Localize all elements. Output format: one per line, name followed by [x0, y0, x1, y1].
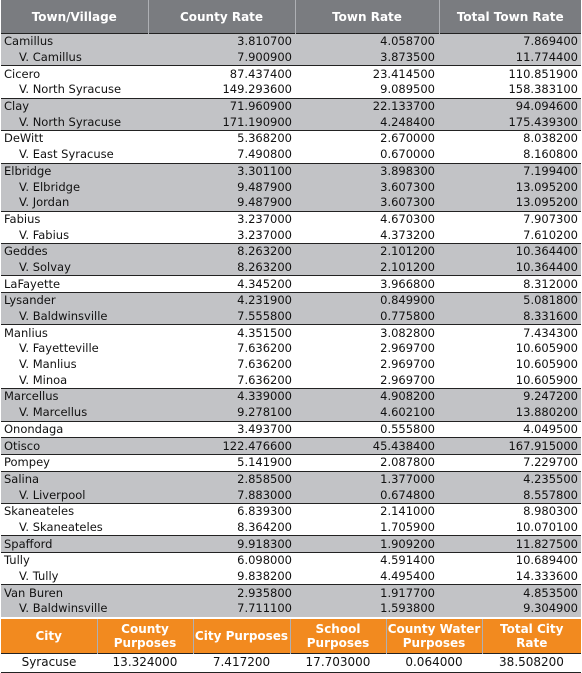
row-county-rate: 5.368200 — [148, 131, 295, 147]
town-row — [1, 34, 581, 50]
row-county-rate: 3.810700 — [148, 34, 295, 50]
row-town-rate: 4.058700 — [295, 34, 439, 50]
row-county-rate: 7.883000 — [148, 487, 295, 503]
row-total-town-rate: 10.070100 — [439, 520, 581, 536]
row-town-rate: 4.908200 — [295, 389, 439, 405]
row-county-rate: 7.490800 — [148, 147, 295, 163]
header-school-purposes: School Purposes — [290, 618, 386, 654]
row-county-rate: 9.487900 — [148, 195, 295, 211]
header-town-village: Town/Village — [1, 0, 148, 34]
row-county-rate: 7.636200 — [148, 357, 295, 373]
row-total-town-rate: 175.439300 — [439, 114, 581, 130]
village-row — [1, 114, 581, 130]
town-rate-table — [1, 0, 581, 617]
row-total-town-rate: 13.880200 — [439, 405, 581, 421]
row-total-town-rate: 7.229700 — [439, 454, 581, 471]
row-name: Pompey — [1, 454, 148, 471]
village-row — [1, 227, 581, 243]
village-row — [1, 50, 581, 66]
village-row — [1, 405, 581, 421]
town-table-header — [1, 0, 581, 34]
row-county-rate: 9.278100 — [148, 405, 295, 421]
row-total-town-rate: 94.094600 — [439, 98, 581, 114]
row-total-town-rate: 10.605900 — [439, 341, 581, 357]
city-rate-table — [1, 617, 581, 673]
row-name: V. North Syracuse — [1, 82, 148, 98]
header-county-rate: County Rate — [148, 0, 295, 34]
row-name: V. Marcellus — [1, 405, 148, 421]
row-town-rate: 4.373200 — [295, 227, 439, 243]
row-town-rate: 3.898300 — [295, 163, 439, 179]
row-name: V. Elbridge — [1, 179, 148, 195]
row-name: V. Fayetteville — [1, 341, 148, 357]
town-row — [1, 389, 581, 405]
city-water-purposes: 0.064000 — [386, 653, 482, 672]
row-county-rate: 149.293600 — [148, 82, 295, 98]
row-name: Van Buren — [1, 585, 148, 601]
row-town-rate: 45.438400 — [295, 438, 439, 455]
village-row — [1, 601, 581, 617]
village-row — [1, 179, 581, 195]
row-county-rate: 9.838200 — [148, 569, 295, 585]
row-county-rate: 2.858500 — [148, 471, 295, 487]
header-town-rate: Town Rate — [295, 0, 439, 34]
row-total-town-rate: 10.364400 — [439, 260, 581, 276]
row-name: Onondaga — [1, 421, 148, 438]
village-row — [1, 372, 581, 388]
row-total-town-rate: 7.869400 — [439, 34, 581, 50]
row-total-town-rate: 158.383100 — [439, 82, 581, 98]
town-row — [1, 471, 581, 487]
town-row — [1, 536, 581, 553]
row-total-town-rate: 167.915000 — [439, 438, 581, 455]
town-row — [1, 163, 581, 179]
row-town-rate: 0.555800 — [295, 421, 439, 438]
city-city-purposes: 7.417200 — [193, 653, 290, 672]
row-county-rate: 87.437400 — [148, 66, 295, 82]
village-row — [1, 309, 581, 325]
town-row — [1, 98, 581, 114]
row-county-rate: 6.098000 — [148, 553, 295, 569]
row-name: Skaneateles — [1, 503, 148, 519]
row-town-rate: 3.873500 — [295, 50, 439, 66]
row-name: V. Camillus — [1, 50, 148, 66]
row-total-town-rate: 8.160800 — [439, 147, 581, 163]
row-county-rate: 3.237000 — [148, 211, 295, 227]
row-county-rate: 4.345200 — [148, 276, 295, 293]
village-row — [1, 195, 581, 211]
row-total-town-rate: 11.827500 — [439, 536, 581, 553]
row-county-rate: 7.555800 — [148, 309, 295, 325]
row-county-rate: 9.918300 — [148, 536, 295, 553]
row-name: Lysander — [1, 293, 148, 309]
row-name: Manlius — [1, 325, 148, 341]
row-town-rate: 2.969700 — [295, 372, 439, 388]
row-total-town-rate: 110.851900 — [439, 66, 581, 82]
row-county-rate: 7.711100 — [148, 601, 295, 617]
row-county-rate: 7.636200 — [148, 341, 295, 357]
row-town-rate: 4.670300 — [295, 211, 439, 227]
city-county-purposes: 13.324000 — [97, 653, 193, 672]
row-town-rate: 23.414500 — [295, 66, 439, 82]
row-name: V. North Syracuse — [1, 114, 148, 130]
row-name: V. Tully — [1, 569, 148, 585]
row-name: V. Manlius — [1, 357, 148, 373]
row-name: Cicero — [1, 66, 148, 82]
row-county-rate: 7.636200 — [148, 372, 295, 388]
row-total-town-rate: 11.774400 — [439, 50, 581, 66]
row-name: V. Fabius — [1, 227, 148, 243]
row-total-town-rate: 10.364400 — [439, 243, 581, 259]
row-county-rate: 8.263200 — [148, 243, 295, 259]
village-row — [1, 260, 581, 276]
row-county-rate: 4.231900 — [148, 293, 295, 309]
row-county-rate: 8.263200 — [148, 260, 295, 276]
header-city: City — [1, 618, 97, 654]
row-town-rate: 2.969700 — [295, 341, 439, 357]
row-town-rate: 1.593800 — [295, 601, 439, 617]
row-total-town-rate: 4.235500 — [439, 471, 581, 487]
row-total-town-rate: 7.610200 — [439, 227, 581, 243]
row-town-rate: 3.082800 — [295, 325, 439, 341]
row-total-town-rate: 14.333600 — [439, 569, 581, 585]
row-total-town-rate: 8.331600 — [439, 309, 581, 325]
row-total-town-rate: 13.095200 — [439, 195, 581, 211]
row-county-rate: 5.141900 — [148, 454, 295, 471]
row-name: Geddes — [1, 243, 148, 259]
row-town-rate: 0.674800 — [295, 487, 439, 503]
village-row — [1, 569, 581, 585]
row-total-town-rate: 8.980300 — [439, 503, 581, 519]
row-town-rate: 2.969700 — [295, 357, 439, 373]
village-row — [1, 82, 581, 98]
row-name: Clay — [1, 98, 148, 114]
header-city-purposes: City Purposes — [193, 618, 290, 654]
row-town-rate: 2.141000 — [295, 503, 439, 519]
row-name: Elbridge — [1, 163, 148, 179]
village-row — [1, 147, 581, 163]
row-total-town-rate: 9.304900 — [439, 601, 581, 617]
town-row — [1, 454, 581, 471]
town-row — [1, 438, 581, 455]
row-town-rate: 3.607300 — [295, 179, 439, 195]
town-row — [1, 243, 581, 259]
row-total-town-rate: 5.081800 — [439, 293, 581, 309]
row-town-rate: 4.495400 — [295, 569, 439, 585]
row-county-rate: 6.839300 — [148, 503, 295, 519]
village-row — [1, 520, 581, 536]
row-town-rate: 1.917700 — [295, 585, 439, 601]
row-county-rate: 4.339000 — [148, 389, 295, 405]
row-total-town-rate: 10.605900 — [439, 357, 581, 373]
town-row — [1, 276, 581, 293]
row-county-rate: 3.301100 — [148, 163, 295, 179]
row-name: V. Solvay — [1, 260, 148, 276]
row-total-town-rate: 7.434300 — [439, 325, 581, 341]
header-total-city-rate: Total City Rate — [482, 618, 581, 654]
row-town-rate: 0.849900 — [295, 293, 439, 309]
row-town-rate: 2.670000 — [295, 131, 439, 147]
row-total-town-rate: 10.605900 — [439, 372, 581, 388]
town-row — [1, 325, 581, 341]
row-name: V. Liverpool — [1, 487, 148, 503]
row-name: Marcellus — [1, 389, 148, 405]
town-row — [1, 421, 581, 438]
row-total-town-rate: 13.095200 — [439, 179, 581, 195]
city-total-rate: 38.508200 — [482, 653, 581, 672]
village-row — [1, 487, 581, 503]
row-county-rate: 4.351500 — [148, 325, 295, 341]
town-row — [1, 585, 581, 601]
row-name: V. Minoa — [1, 372, 148, 388]
row-name: Fabius — [1, 211, 148, 227]
row-town-rate: 4.602100 — [295, 405, 439, 421]
town-row — [1, 211, 581, 227]
town-table-body — [1, 34, 581, 617]
row-town-rate: 0.670000 — [295, 147, 439, 163]
town-row — [1, 131, 581, 147]
row-name: Salina — [1, 471, 148, 487]
row-name: Camillus — [1, 34, 148, 50]
row-county-rate: 3.237000 — [148, 227, 295, 243]
row-county-rate: 2.935800 — [148, 585, 295, 601]
row-name: DeWitt — [1, 131, 148, 147]
header-county-purposes: County Purposes — [97, 618, 193, 654]
city-name: Syracuse — [1, 653, 97, 672]
row-town-rate: 4.591400 — [295, 553, 439, 569]
town-row — [1, 503, 581, 519]
town-row — [1, 553, 581, 569]
row-town-rate: 2.101200 — [295, 243, 439, 259]
row-name: V. Jordan — [1, 195, 148, 211]
row-total-town-rate: 4.049500 — [439, 421, 581, 438]
row-town-rate: 2.101200 — [295, 260, 439, 276]
row-county-rate: 71.960900 — [148, 98, 295, 114]
row-name: V. Baldwinsville — [1, 601, 148, 617]
row-town-rate: 4.248400 — [295, 114, 439, 130]
row-total-town-rate: 9.247200 — [439, 389, 581, 405]
tax-rate-tables — [1, 0, 581, 673]
row-county-rate: 7.900900 — [148, 50, 295, 66]
village-row — [1, 341, 581, 357]
row-total-town-rate: 10.689400 — [439, 553, 581, 569]
city-school-purposes: 17.703000 — [290, 653, 386, 672]
row-county-rate: 122.476600 — [148, 438, 295, 455]
village-row — [1, 357, 581, 373]
row-total-town-rate: 8.557800 — [439, 487, 581, 503]
row-town-rate: 3.966800 — [295, 276, 439, 293]
city-row-syracuse — [1, 653, 581, 672]
row-total-town-rate: 7.907300 — [439, 211, 581, 227]
row-total-town-rate: 7.199400 — [439, 163, 581, 179]
row-name: V. Baldwinsville — [1, 309, 148, 325]
row-total-town-rate: 4.853500 — [439, 585, 581, 601]
town-row — [1, 293, 581, 309]
row-county-rate: 8.364200 — [148, 520, 295, 536]
row-county-rate: 9.487900 — [148, 179, 295, 195]
header-total-town-rate: Total Town Rate — [439, 0, 581, 34]
row-total-town-rate: 8.312000 — [439, 276, 581, 293]
row-name: Spafford — [1, 536, 148, 553]
row-name: V. Skaneateles — [1, 520, 148, 536]
row-county-rate: 3.493700 — [148, 421, 295, 438]
row-town-rate: 2.087800 — [295, 454, 439, 471]
city-table-header — [1, 618, 581, 654]
row-town-rate: 0.775800 — [295, 309, 439, 325]
row-name: Tully — [1, 553, 148, 569]
row-town-rate: 1.377000 — [295, 471, 439, 487]
row-county-rate: 171.190900 — [148, 114, 295, 130]
row-total-town-rate: 8.038200 — [439, 131, 581, 147]
row-name: Otisco — [1, 438, 148, 455]
row-name: V. East Syracuse — [1, 147, 148, 163]
row-town-rate: 22.133700 — [295, 98, 439, 114]
town-row — [1, 66, 581, 82]
row-town-rate: 1.705900 — [295, 520, 439, 536]
row-town-rate: 1.909200 — [295, 536, 439, 553]
row-town-rate: 9.089500 — [295, 82, 439, 98]
header-county-water-purposes: County Water Purposes — [386, 618, 482, 654]
row-name: LaFayette — [1, 276, 148, 293]
row-town-rate: 3.607300 — [295, 195, 439, 211]
